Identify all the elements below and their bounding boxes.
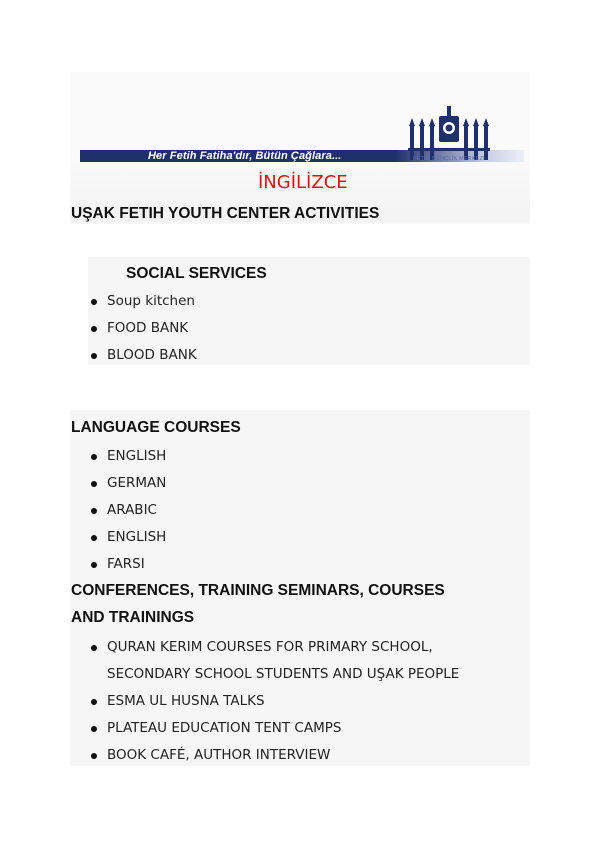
bullet-icon xyxy=(91,454,97,460)
conferences-heading-line1: CONFERENCES, TRAINING SEMINARS, COURSES xyxy=(71,582,445,599)
conferences-heading-line2: AND TRAININGS xyxy=(71,609,195,626)
bullet-icon xyxy=(91,753,97,759)
bullet-icon xyxy=(91,299,97,305)
bullet-icon xyxy=(91,699,97,705)
header-motto: Her Fetih Fatiha'dır, Bütün Çağlara... xyxy=(148,150,342,162)
bullet-icon xyxy=(91,726,97,732)
bullet-icon xyxy=(91,562,97,568)
list-item-label: PLATEAU EDUCATION TENT CAMPS xyxy=(107,720,342,736)
list-item xyxy=(89,524,166,551)
logo-caption: FETİH GENÇLİK MERKEZİ xyxy=(413,156,485,162)
list-item-label: ESMA UL HUSNA TALKS xyxy=(107,693,265,709)
list-item xyxy=(89,288,197,315)
list-item-label: ARABIC xyxy=(107,502,157,518)
list-item-label: GERMAN xyxy=(107,475,167,491)
bullet-icon xyxy=(91,353,97,359)
conferences-list xyxy=(89,634,517,769)
bullet-icon xyxy=(91,535,97,541)
bullet-icon xyxy=(91,508,97,514)
social-services-list xyxy=(89,288,197,369)
social-services-heading: SOCIAL SERVICES xyxy=(126,265,267,282)
page-title: UŞAK FETIH YOUTH CENTER ACTIVITIES xyxy=(71,205,380,222)
list-item-label: BOOK CAFÉ, AUTHOR INTERVIEW xyxy=(107,747,331,763)
list-item xyxy=(89,443,166,470)
list-item xyxy=(89,688,517,715)
list-item-label: FOOD BANK xyxy=(107,320,189,336)
list-item-label: FARSI xyxy=(107,556,145,572)
language-title: İNGİLİZCE xyxy=(258,172,348,193)
language-courses-list xyxy=(89,443,166,578)
list-item-label: QURAN KERIM COURSES FOR PRIMARY SCHOOL, SECONDARY SCHOOL STUDENTS AND UŞAK PEOPLE xyxy=(107,639,460,682)
list-item-label: ENGLISH xyxy=(107,448,167,464)
list-item xyxy=(89,497,166,524)
list-item xyxy=(89,551,166,578)
list-item xyxy=(89,342,197,369)
language-courses-heading: LANGUAGE COURSES xyxy=(71,419,241,436)
list-item xyxy=(89,315,197,342)
list-item xyxy=(89,742,517,769)
bullet-icon xyxy=(91,326,97,332)
bullet-icon xyxy=(91,481,97,487)
list-item-label: ENGLISH xyxy=(107,529,167,545)
list-item xyxy=(89,470,166,497)
list-item-label: Soup kitchen xyxy=(107,293,195,309)
bullet-icon xyxy=(91,645,97,651)
list-item xyxy=(89,634,517,688)
list-item xyxy=(89,715,517,742)
list-item-label: BLOOD BANK xyxy=(107,347,197,363)
